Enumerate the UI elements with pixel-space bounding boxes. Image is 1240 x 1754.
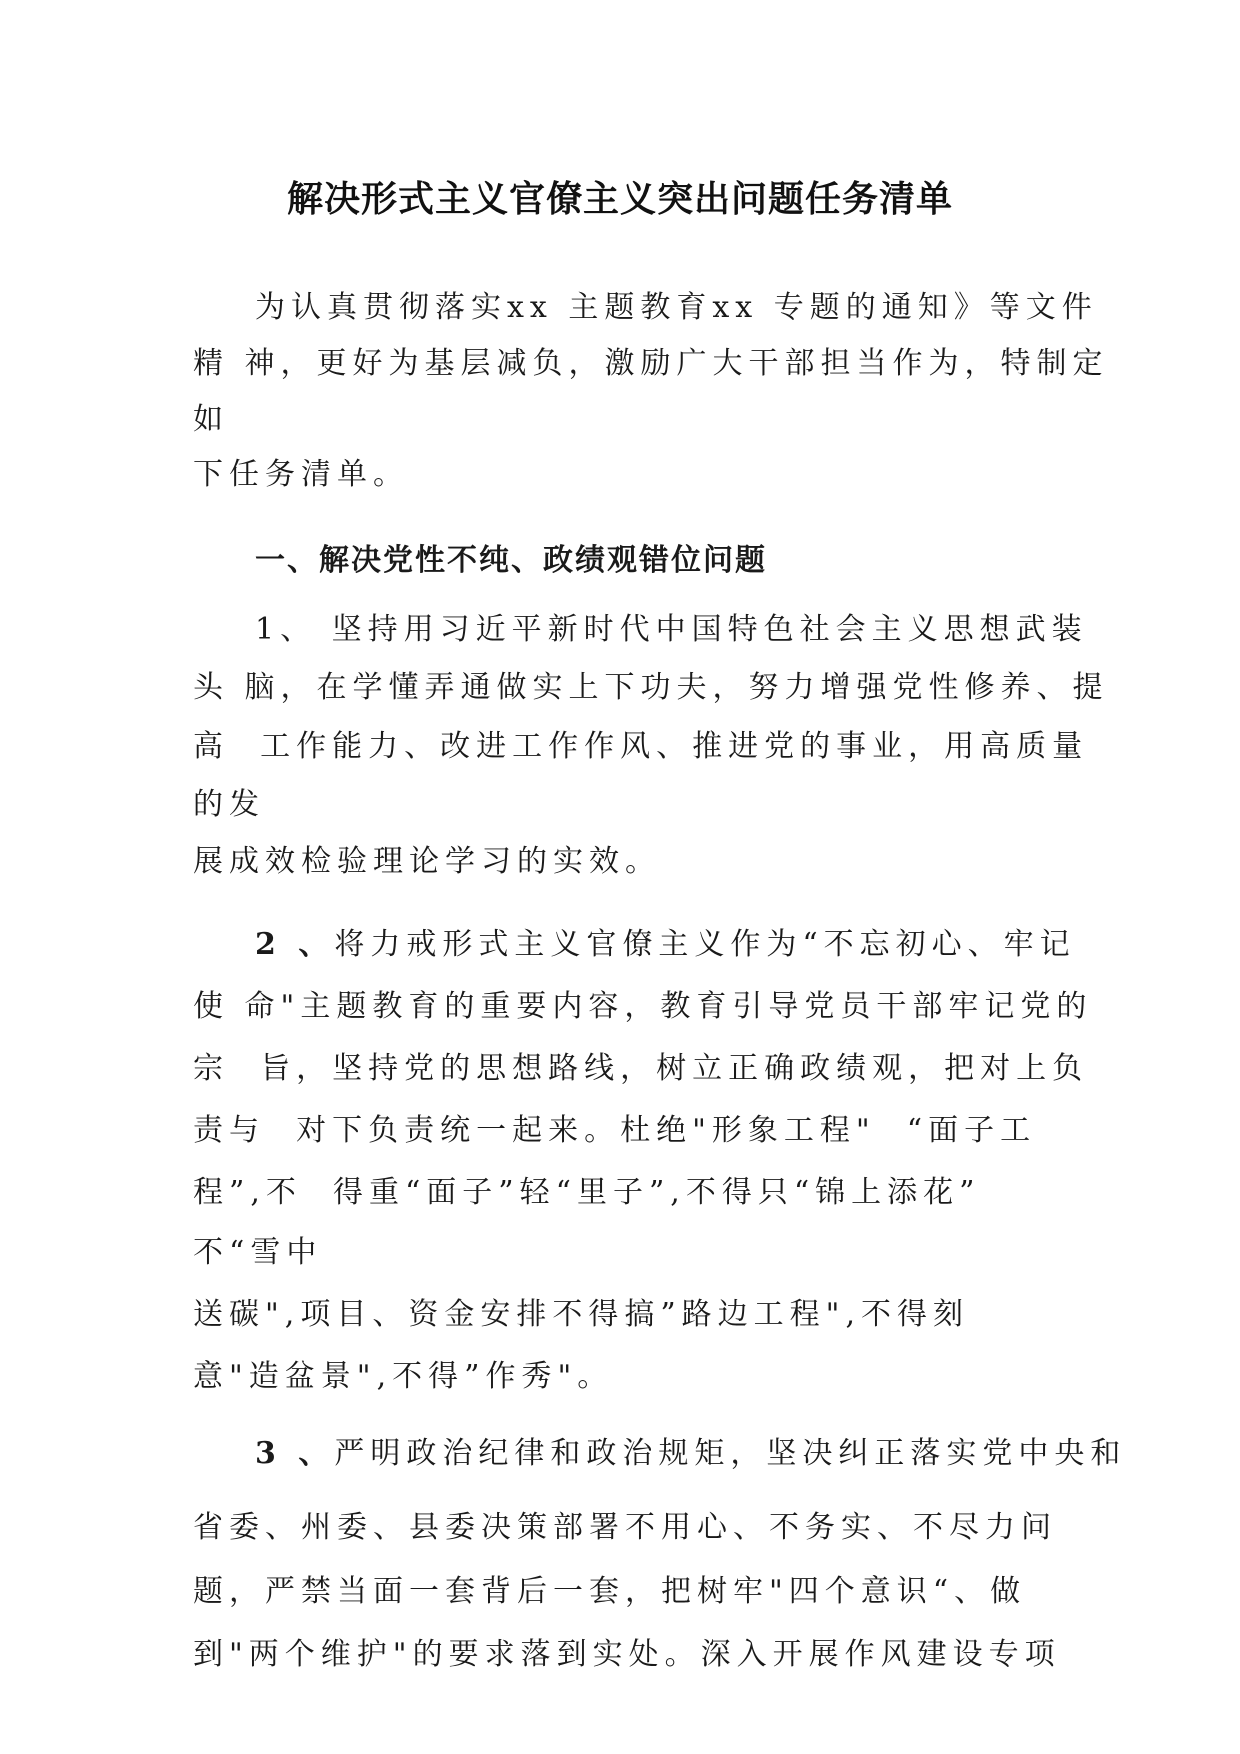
intro-line-4: 下任务清单。 <box>193 457 409 492</box>
section-heading-1: 一、解决党性不纯、政绩观错位问题 <box>255 543 767 578</box>
item-2-number: 2 、 <box>255 927 335 962</box>
item-2-line-1 <box>255 925 1076 965</box>
item-3-line-3: 题，严禁当面一套背后一套，把树牢"四个意识“、做 <box>193 1574 1027 1609</box>
item-2-line-7: 送碳",项目、资金安排不得搞”路边工程",不得刻 <box>193 1297 970 1332</box>
item-2-line-5: 程”,不 得重“面子”轻“里子”,不得只“锦上添花” <box>193 1175 981 1210</box>
document-title: 解决形式主义官僚主义突出问题任务清单 <box>286 179 953 220</box>
item-3-line-1 <box>255 1434 1126 1474</box>
item-1-line-3: 高 工作能力、改进工作作风、推进党的事业，用高质量 <box>193 729 1089 764</box>
item-3-number: 3 、 <box>255 1436 335 1471</box>
intro-line-1: 为认真贯彻落实xx 主题教育xx 专题的通知》等文件 <box>255 290 1098 325</box>
item-3-line-4: 到"两个维护"的要求落到实处。深入开展作风建设专项 <box>193 1637 1061 1672</box>
item-2-line-4: 责与 对下负责统一起来。杜绝"形象工程" “面子工 <box>193 1113 1037 1148</box>
item-3-text: 严明政治纪律和政治规矩，坚决纠正落实党中央和 <box>334 1436 1127 1471</box>
intro-line-2: 精 神，更好为基层减负，激励广大干部担当作为，特制定 <box>193 346 1109 381</box>
intro-line-3: 如 <box>193 402 229 437</box>
item-1-line-1: 1、 坚持用习近平新时代中国特色社会主义思想武装 <box>255 612 1088 647</box>
item-2-text: 将力戒形式主义官僚主义作为“不忘初心、牢记 <box>334 927 1076 962</box>
item-2-line-3: 宗 旨，坚持党的思想路线，树立正确政绩观，把对上负 <box>193 1051 1089 1086</box>
item-1-line-4: 的发 <box>193 787 265 822</box>
item-2-line-6: 不“雪中 <box>193 1235 323 1270</box>
item-2-line-8: 意"造盆景",不得”作秀"。 <box>193 1359 614 1394</box>
item-3-line-2: 省委、州委、县委决策部署不用心、不务实、不尽力问 <box>193 1510 1057 1545</box>
item-1-line-2: 头 脑，在学懂弄通做实上下功夫，努力增强党性修养、提 <box>193 670 1109 705</box>
item-2-line-2: 使 命"主题教育的重要内容，教育引导党员干部牢记党的 <box>193 989 1093 1024</box>
item-1-line-5: 展成效检验理论学习的实效。 <box>193 844 661 879</box>
